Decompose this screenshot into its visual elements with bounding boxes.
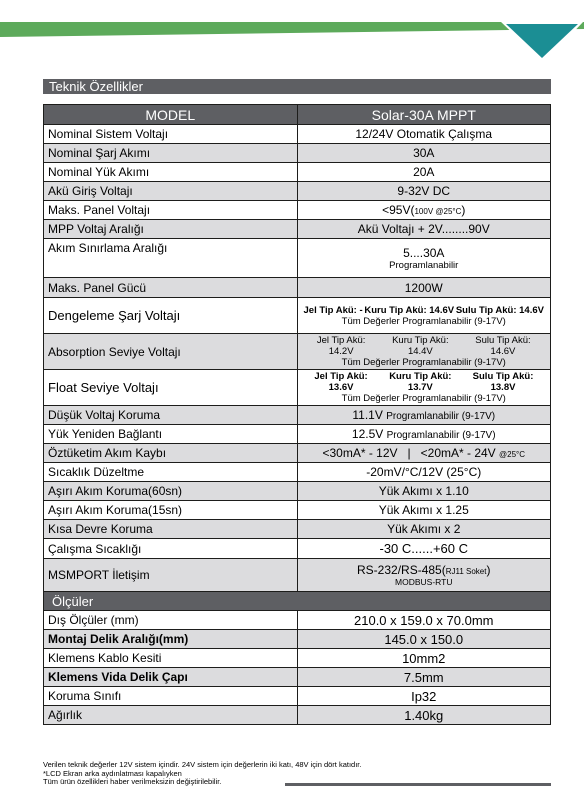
table-row [44,501,551,520]
row-label: Klemens Kablo Kesiti [44,649,298,668]
row-label: Maks. Panel Gücü [44,278,298,298]
row-label: Float Seviye Voltajı [44,370,298,406]
table-row [44,630,551,649]
row-label: MPP Voltaj Aralığı [44,220,298,239]
row-value: 210.0 x 159.0 x 70.0mm [297,611,551,630]
olculer-title: Ölçüler [44,592,551,611]
row-label: Dengeleme Şarj Voltajı [44,298,298,334]
row-value: 30A [297,144,551,163]
row-value: -30 C......+60 C [297,539,551,559]
row-label: Maks. Panel Voltajı [44,201,298,220]
teal-chevron [506,24,578,58]
green-band [0,22,584,37]
row-label: Absorption Seviye Voltajı [44,334,298,370]
row-value: 12/24V Otomatik Çalışma [297,125,551,144]
row-label: Dış Ölçüler (mm) [44,611,298,630]
table-row [44,163,551,182]
row-label: Sıcaklık Düzeltme [44,463,298,482]
table-row [44,520,551,539]
row-value: 5....30A Programlanabilir [297,239,551,278]
table-row [44,201,551,220]
row-value: Yük Akımı x 1.25 [297,501,551,520]
table-row [44,539,551,559]
footnote: Tüm ürün özellikleri haber verilmeksizin değiştirilebilir. [43,777,222,787]
row-value: Jel Tip Akü: 14.2V Kuru Tip Akü: 14.4V Sulu Tip Akü: 14.6V Tüm Değerler Programlanabilir (9-17V) [297,334,551,370]
row-label: Düşük Voltaj Koruma [44,406,298,425]
row-label: Nominal Yük Akımı [44,163,298,182]
table-row [44,370,551,406]
row-value: <95V(100V @25°C) [297,201,551,220]
model-row [44,105,551,125]
olculer-header-row [44,592,551,611]
footer-rule [285,783,551,786]
table-row [44,239,551,278]
model-label: MODEL [44,105,298,125]
row-label: Koruma Sınıfı [44,687,298,706]
row-value: 1.40kg [297,706,551,725]
row-label: MSMPORT İletişim [44,559,298,592]
table-row [44,611,551,630]
table-row [44,125,551,144]
table-row [44,668,551,687]
model-value: Solar-30A MPPT [297,105,551,125]
row-label: Klemens Vida Delik Çapı [44,668,298,687]
footnote: Verilen teknik değerler 12V sistem içindir. 24V sistem için değerlerin iki katı, 48V için dört katıdır. [43,760,362,769]
row-label: Akü Giriş Voltajı [44,182,298,201]
row-value: 10mm2 [297,649,551,668]
row-value: Jel Tip Akü: - Kuru Tip Akü: 14.6V Sulu Tip Akü: 14.6V Tüm Değerler Programlanabilir (9-17V) [297,298,551,334]
table-row [44,334,551,370]
row-value: 7.5mm [297,668,551,687]
table-row [44,463,551,482]
row-value: RS-232/RS-485(RJ11 Soket) MODBUS-RTU [297,559,551,592]
row-value: <30mA* - 12V | <20mA* - 24V @25°C [297,444,551,463]
table-row [44,278,551,298]
table-row [44,220,551,239]
row-value: Yük Akımı x 1.10 [297,482,551,501]
table-row [44,406,551,425]
row-label: Montaj Delik Aralığı(mm) [44,630,298,649]
table-row [44,687,551,706]
row-value: -20mV/°C/12V (25°C) [297,463,551,482]
table-row [44,182,551,201]
table-row [44,559,551,592]
row-value: Jel Tip Akü: 13.6V Kuru Tip Akü: 13.7V Sulu Tip Akü: 13.8V Tüm Değerler Programlanabilir (9-17V) [297,370,551,406]
table-row [44,298,551,334]
row-label: Nominal Şarj Akımı [44,144,298,163]
row-label: Yük Yeniden Bağlantı [44,425,298,444]
row-value: 20A [297,163,551,182]
table-row [44,144,551,163]
row-label: Akım Sınırlama Aralığı [44,239,298,278]
row-value: 9-32V DC [297,182,551,201]
row-label: Kısa Devre Koruma [44,520,298,539]
table-row [44,649,551,668]
footnote: *LCD Ekran arka aydınlatması kapalıyken [43,768,182,778]
table-row [44,425,551,444]
row-label: Aşırı Akım Koruma(15sn) [44,501,298,520]
row-label: Ağırlık [44,706,298,725]
row-label: Çalışma Sıcaklığı [44,539,298,559]
row-label: Öztüketim Akım Kaybı [44,444,298,463]
section-title-bar [43,79,551,94]
spec-table [43,104,551,725]
row-value: Akü Voltajı + 2V........90V [297,220,551,239]
table-row [44,444,551,463]
row-label: Aşırı Akım Koruma(60sn) [44,482,298,501]
table-row [44,482,551,501]
row-label: Nominal Sistem Voltajı [44,125,298,144]
row-value: 12.5V Programlanabilir (9-17V) [297,425,551,444]
header-decoration [0,0,584,70]
row-value: Ip32 [297,687,551,706]
section-title: Teknik Özellikler [49,79,143,94]
row-value: 145.0 x 150.0 [297,630,551,649]
row-value: Yük Akımı x 2 [297,520,551,539]
row-value: 11.1V Programlanabilir (9-17V) [297,406,551,425]
table-row [44,706,551,725]
row-value: 1200W [297,278,551,298]
